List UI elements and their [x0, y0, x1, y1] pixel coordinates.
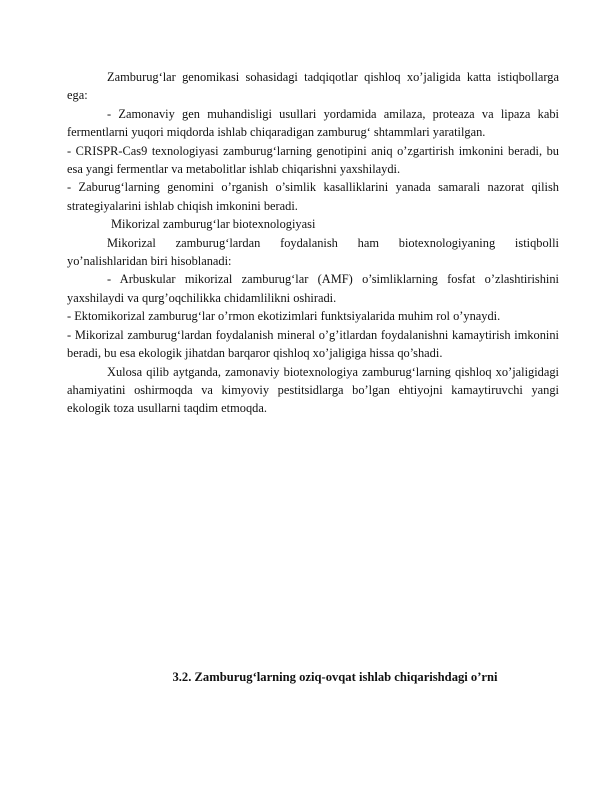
paragraph-genomics-intro: Zamburug‘lar genomikasi sohasidagi tadqiqotlar qishloq xo’jaligida katta istiqbollarga ega: — [67, 70, 559, 103]
paragraph-ectomycorrhizal: - Ektomikorizal zamburug‘lar o’rmon ekotizimlari funktsiyalarida muhim rol o’ynaydi. — [67, 309, 501, 324]
section-heading: 3.2. Zamburug‘larning oziq-ovqat ishlab chiqarishdagi o’rni — [172, 670, 498, 684]
paragraph-genome-study: - Zaburug‘larning genomini o’rganish o’simlik kasalliklarini yanada samarali nazorat qilish strategiyalarini ishlab chiqish imkonini beradi. — [67, 180, 559, 213]
subheading-mycorrhizal: Mikorizal zamburug‘lar biotexnologiyasi — [111, 217, 316, 232]
paragraph-mineral-fertilizer: - Mikorizal zamburug‘lardan foydalanish mineral o’g’itlardan foydalanishni kamaytirish imkonini beradi, bu esa ekologik jihatdan barqaror qishloq xo’jaligiga hissa qo’shadi. — [67, 327, 559, 361]
paragraph-gene-engineering: - Zamonaviy gen muhandisligi usullari yordamida amilaza, proteaza va lipaza kabi fermentlarni yuqori miqdorda ishlab chiqaradigan zamburug‘ shtammlari yaratilgan. — [67, 106, 559, 140]
body-text — [67, 68, 559, 418]
paragraph-crispr: - CRISPR-Cas9 texnologiyasi zamburug‘larning genotipini aniq o’zgartirish imkonini beradi, bu esa yangi fermentlar va metabolitlar ishlab chiqarishni yaxshilaydi. — [67, 143, 559, 177]
paragraph-conclusion: Xulosa qilib aytganda, zamonaviy biotexnologiya zamburug‘larning qishloq xo’jaligidagi ahamiyatini oshirmoqda va kimyoviy pestitsidlarga bo’lgan ehtiyojni kamaytiruvchi yangi ekologik toza usullarni taqdim etmoqda. — [67, 364, 559, 416]
paragraph-mycorrhizal-intro: Mikorizal zamburug‘lardan foydalanish ham biotexnologiyaning istiqbolli yo’nalishlaridan biri hisoblanadi: — [67, 235, 559, 269]
paragraph-amf: - Arbuskular mikorizal zamburug‘lar (AMF) o’simliklarning fosfat o’zlashtirishini yaxshilaydi va qurg’oqchilikka chidamlilikni oshiradi. — [67, 272, 559, 305]
